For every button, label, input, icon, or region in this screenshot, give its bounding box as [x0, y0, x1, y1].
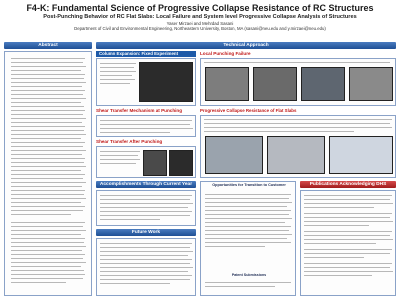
post-punching-photo-1: [143, 150, 167, 176]
column-expansion-heading: Column Expansion: Fixed Experiment: [96, 51, 196, 57]
technical-approach-heading: Technical Approach: [96, 42, 396, 49]
poster-title: F4-K: Fundamental Science of Progressive Collapse Resistance of RC Structures: [26, 3, 374, 13]
publications-panel: [300, 190, 396, 296]
post-punching-photo-2: [169, 150, 193, 176]
slab-photo-2: [253, 67, 297, 101]
accomplishments-heading: Accomplishments Through Current Year: [96, 181, 196, 188]
column-expansion-panel: [96, 58, 196, 106]
shear-transfer-panel: [96, 115, 196, 137]
poster-subtitle: Post-Punching Behavior of RC Flat Slabs: Local Failure and System level Progressive Collapse Analysis of Structures: [43, 14, 357, 20]
future-work-heading: Future Work: [96, 229, 196, 236]
local-punching-panel: [200, 58, 396, 106]
abstract-heading: Abstract: [4, 42, 92, 49]
shear-after-panel: [96, 146, 196, 178]
poster-department: Department of Civil and Environmental Engineering, Northeastern University, Boston, MA (sasani@neu.edu and y.mirzaei@neu.edu): [74, 26, 326, 31]
poster-header: [0, 0, 400, 30]
slab-photo-4: [349, 67, 393, 101]
progressive-collapse-panel: [200, 115, 396, 178]
shear-transfer-heading: Shear Transfer Mechanism at Punching: [96, 108, 183, 113]
publications-heading: Publications Acknowledging DHS: [300, 181, 396, 188]
slab-photo-1: [205, 67, 249, 101]
shear-after-heading: Shear Transfer After Punching: [96, 139, 163, 144]
future-work-panel: [96, 238, 196, 296]
opportunities-heading: Opportunities for Transition to Customer: [212, 183, 286, 187]
poster-authors: Yaser Mirzaei and Mehrdad Sasani: [166, 21, 234, 26]
slab-photo-3: [301, 67, 345, 101]
collapse-model-photo: [205, 136, 263, 174]
accomplishments-panel: [96, 190, 196, 226]
collapse-fe-model: [267, 136, 325, 174]
column-test-photo: [139, 62, 193, 102]
progressive-collapse-heading: Progressive Collapse Resistance of Flat Slabs: [200, 108, 297, 113]
local-punching-heading: Local Punching Failure: [200, 51, 251, 56]
opportunities-panel: [200, 181, 296, 296]
patent-heading: Patent Submissions: [231, 273, 267, 277]
collapse-response-plot: [329, 136, 393, 174]
abstract-panel: [4, 51, 92, 296]
